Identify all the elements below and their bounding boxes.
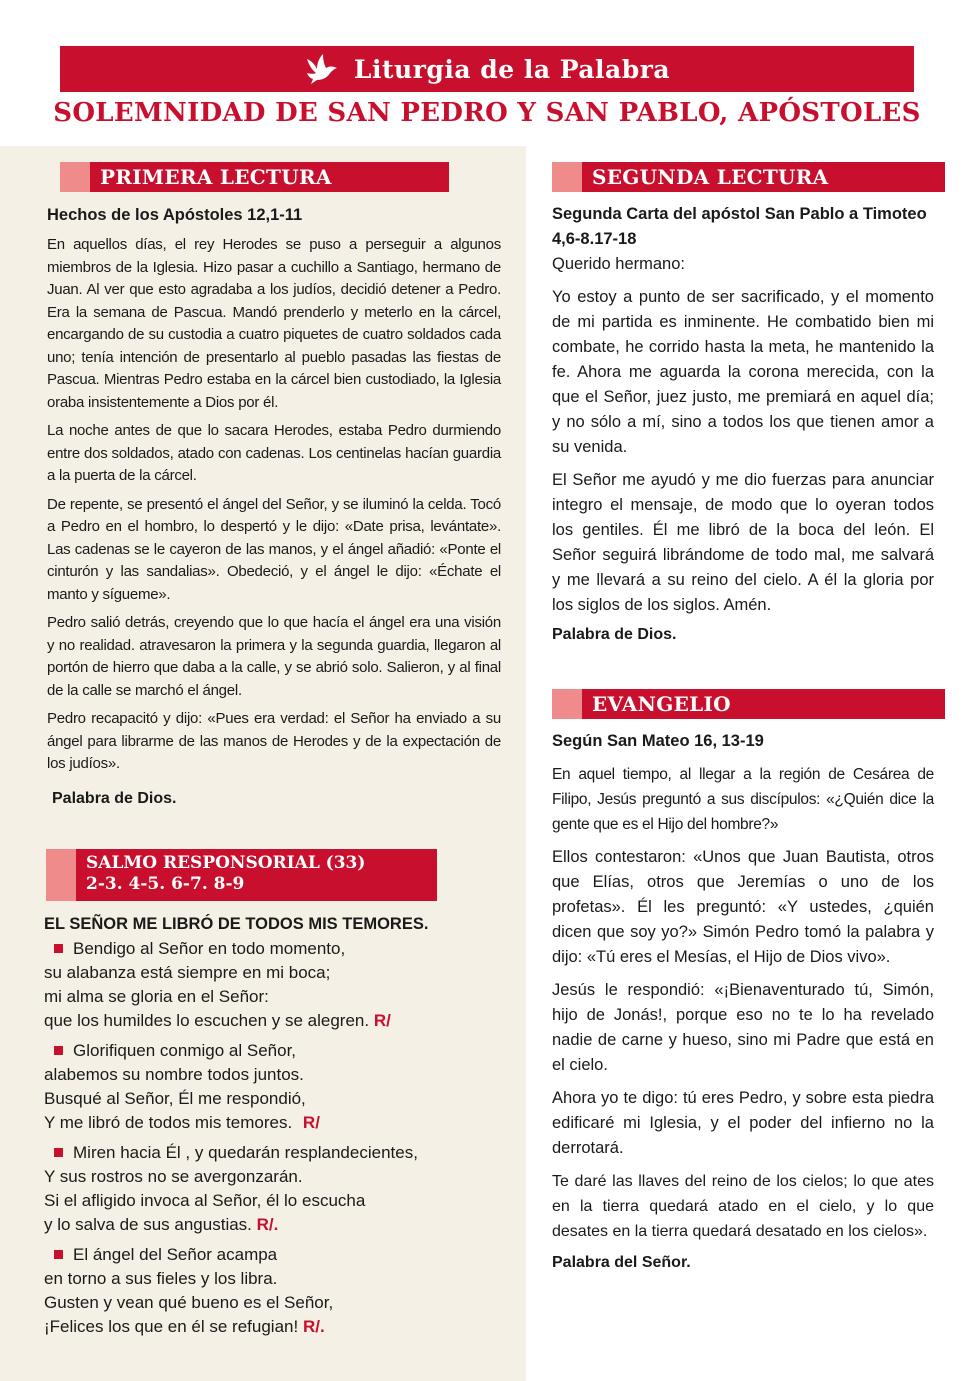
primera-lectura-header: [60, 162, 449, 192]
evangelio-paragraph: Jesús le respondió: «¡Bienaventurado tú, Simón, hijo de Jonás!, porque eso no te lo ha revelado nadie de carne y hueso, sino mi Padre que está en el cielo.: [552, 981, 934, 1074]
primera-lectura-body: [47, 203, 501, 808]
salmo-header: [46, 849, 437, 901]
segunda-paragraph: El Señor me ayudó y me dio fuerzas para anunciar integro el mensaje, de modo que lo oyeran todos los gentiles. Él me libró de la boca del león. El Señor seguirá librándome de todo mal, me salvará y me llevará a su reino del cielo. A él la gloria por los siglos de los siglos. Amén.: [552, 471, 934, 614]
salmo-heading-line2: 2-3. 4-5. 6-7. 8-9: [86, 874, 245, 894]
primera-paragraph: La noche antes de que lo sacara Herodes, estaba Pedro durmiendo entre dos soldados, atado con cadenas. Los centinelas hacían guardia a la puerta de la cárcel.: [47, 422, 501, 484]
primera-paragraph: Pedro recapacitó y dijo: «Pues era verdad: el Señor ha enviado a su ángel para librarme de las manos de Herodes y de la expectación de los judíos».: [47, 710, 501, 772]
salmo-response: EL SEÑOR ME LIBRÓ DE TODOS MIS TEMORES.: [44, 915, 429, 933]
header-tab: [60, 162, 90, 192]
banner-title: Liturgia de la Palabra: [353, 54, 671, 84]
response-mark: R/: [373, 1011, 391, 1030]
segunda-closing: Palabra de Dios.: [552, 626, 677, 643]
response-mark: R/.: [302, 1317, 325, 1336]
segunda-lectura-reference: Segunda Carta del apóstol San Pablo a Timoteo 4,6-8.17-18: [552, 205, 927, 248]
response-mark: R/.: [256, 1215, 279, 1234]
salmo-line: mi alma se gloria en el Señor:: [44, 987, 269, 1006]
evangelio-heading: EVANGELIO: [582, 689, 945, 719]
bullet-square-icon: [54, 1148, 63, 1157]
evangelio-reference: Según San Mateo 16, 13-19: [552, 732, 764, 750]
primera-paragraph: En aquellos días, el rey Herodes se puso a perseguir a algunos miembros de la Iglesia. Hizo pasar a cuchillo a Santiago, hermano de Juan. Al ver que esto agradaba a los judíos, decidió detener a Pedro. Era la semana de Pascua. Mandó prenderlo y meterlo en la cárcel, encargando de su custodia a cuatro piquetes de cuatro soldados cada uno; tenía intención de presentarlo al pueblo pasadas las fiestas de Pascua. Mientras Pedro estaba en la cárcel bien custodiado, la Iglesia oraba insistentemente a Dios por él.: [47, 236, 501, 411]
primera-closing: Palabra de Dios.: [52, 789, 177, 807]
salmo-line: Bendigo al Señor en todo momento,: [73, 939, 346, 958]
salmo-line: Y sus rostros no se avergonzarán.: [44, 1167, 303, 1186]
salmo-line: en torno a sus fieles y los libra.: [44, 1269, 278, 1288]
salmo-line: Glorifiquen conmigo al Señor,: [73, 1041, 297, 1060]
primera-paragraph: De repente, se presentó el ángel del Señor, y se iluminó la celda. Tocó a Pedro en el hombro, lo despertó y le dijo: «Date prisa, levántate». Las cadenas se le cayeron de las manos, y el ángel añadió: «Ponte el cinturón y las sandalias». Obedeció, y el ángel le dijo: «Échate el manto y sígueme».: [47, 495, 501, 603]
salmo-line: El ángel del Señor acampa: [73, 1245, 278, 1264]
bullet-square-icon: [54, 1250, 63, 1259]
evangelio-paragraph: En aquel tiempo, al llegar a la región de Cesárea de Filipo, Jesús preguntó a sus discípulos: «¿Quién dice la gente que es el Hijo del hombre?»: [552, 766, 934, 833]
header-tab: [46, 849, 76, 901]
segunda-lectura-body: [552, 202, 934, 644]
evangelio-closing: Palabra del Señor.: [552, 1254, 691, 1271]
salmo-stanza: [44, 937, 514, 1033]
header-tab: [552, 162, 582, 192]
segunda-lectura-heading: SEGUNDA LECTURA: [582, 162, 945, 192]
salmo-body: [44, 912, 514, 1345]
salmo-line: y lo salva de sus angustias.: [44, 1215, 252, 1234]
salmo-line: Gusten y vean qué bueno es el Señor,: [44, 1293, 334, 1312]
salmo-heading-line1: SALMO RESPONSORIAL (33): [86, 853, 366, 873]
evangelio-paragraph: Te daré las llaves del reino de los cielos; lo que ates en la tierra quedará atado en el cielo, y lo que desates en la tierra quedará desatado en los cielos».: [552, 1173, 934, 1240]
segunda-lectura-header: [552, 162, 945, 192]
bullet-square-icon: [54, 1046, 63, 1055]
evangelio-body: [552, 729, 934, 1272]
segunda-paragraph: Yo estoy a punto de ser sacrificado, y el momento de mi partida es inminente. He combatido bien mi combate, he corrido hasta la meta, he mantenido la fe. Ahora me aguarda la corona merecida, con la que el Señor, juez justo, me premiará en aquel día; y no sólo a mí, sino a todos los que tienen amor a su venida.: [552, 288, 934, 456]
page-banner: [60, 46, 914, 92]
salmo-line: Busqué al Señor, Él me respondió,: [44, 1089, 306, 1108]
primera-paragraph: Pedro salió detrás, creyendo que lo que hacía el ángel era una visión y no realidad. atravesaron la primera y la segunda guardia, llegaron al portón de hierro que daba a la calle, y se abrió solo. Salieron, y al final de la calle se marchó el ángel.: [47, 614, 501, 699]
primera-lectura-reference: Hechos de los Apóstoles 12,1-11: [47, 206, 303, 224]
salmo-stanza: [44, 1039, 514, 1135]
evangelio-header: [552, 689, 945, 719]
header-tab: [552, 689, 582, 719]
salmo-line: Miren hacia Él , y quedarán resplandecientes,: [73, 1143, 418, 1162]
response-mark: R/: [302, 1113, 320, 1132]
salmo-heading: [76, 849, 437, 901]
salmo-line: su alabanza está siempre en mi boca;: [44, 963, 331, 982]
segunda-salutation: Querido hermano:: [552, 255, 685, 273]
primera-lectura-heading: PRIMERA LECTURA: [90, 162, 449, 192]
dove-icon: [304, 52, 340, 86]
evangelio-paragraph: Ahora yo te digo: tú eres Pedro, y sobre esta piedra edificaré mi Iglesia, y el poder del infierno no la derrotará.: [552, 1089, 934, 1157]
bullet-square-icon: [54, 944, 63, 953]
salmo-line: alabemos su nombre todos juntos.: [44, 1065, 304, 1084]
salmo-line: Si el afligido invoca al Señor, él lo escucha: [44, 1191, 366, 1210]
salmo-stanza: [44, 1141, 514, 1237]
salmo-stanza: [44, 1243, 514, 1339]
salmo-line: Y me libró de todos mis temores.: [44, 1113, 293, 1132]
salmo-line: ¡Felices los que en él se refugian!: [44, 1317, 299, 1336]
salmo-line: que los humildes lo escuchen y se alegren.: [44, 1011, 370, 1030]
page-subtitle: SOLEMNIDAD DE SAN PEDRO Y SAN PABLO, APÓSTOLES: [53, 98, 921, 128]
evangelio-paragraph: Ellos contestaron: «Unos que Juan Bautista, otros que Elías, otros que Jeremías o uno de los profetas». Él les preguntó: «Y ustedes, ¿quién dicen que soy yo?» Simón Pedro tomó la palabra y dijo: «Tú eres el Mesías, el Hijo de Dios vivo».: [552, 848, 934, 966]
